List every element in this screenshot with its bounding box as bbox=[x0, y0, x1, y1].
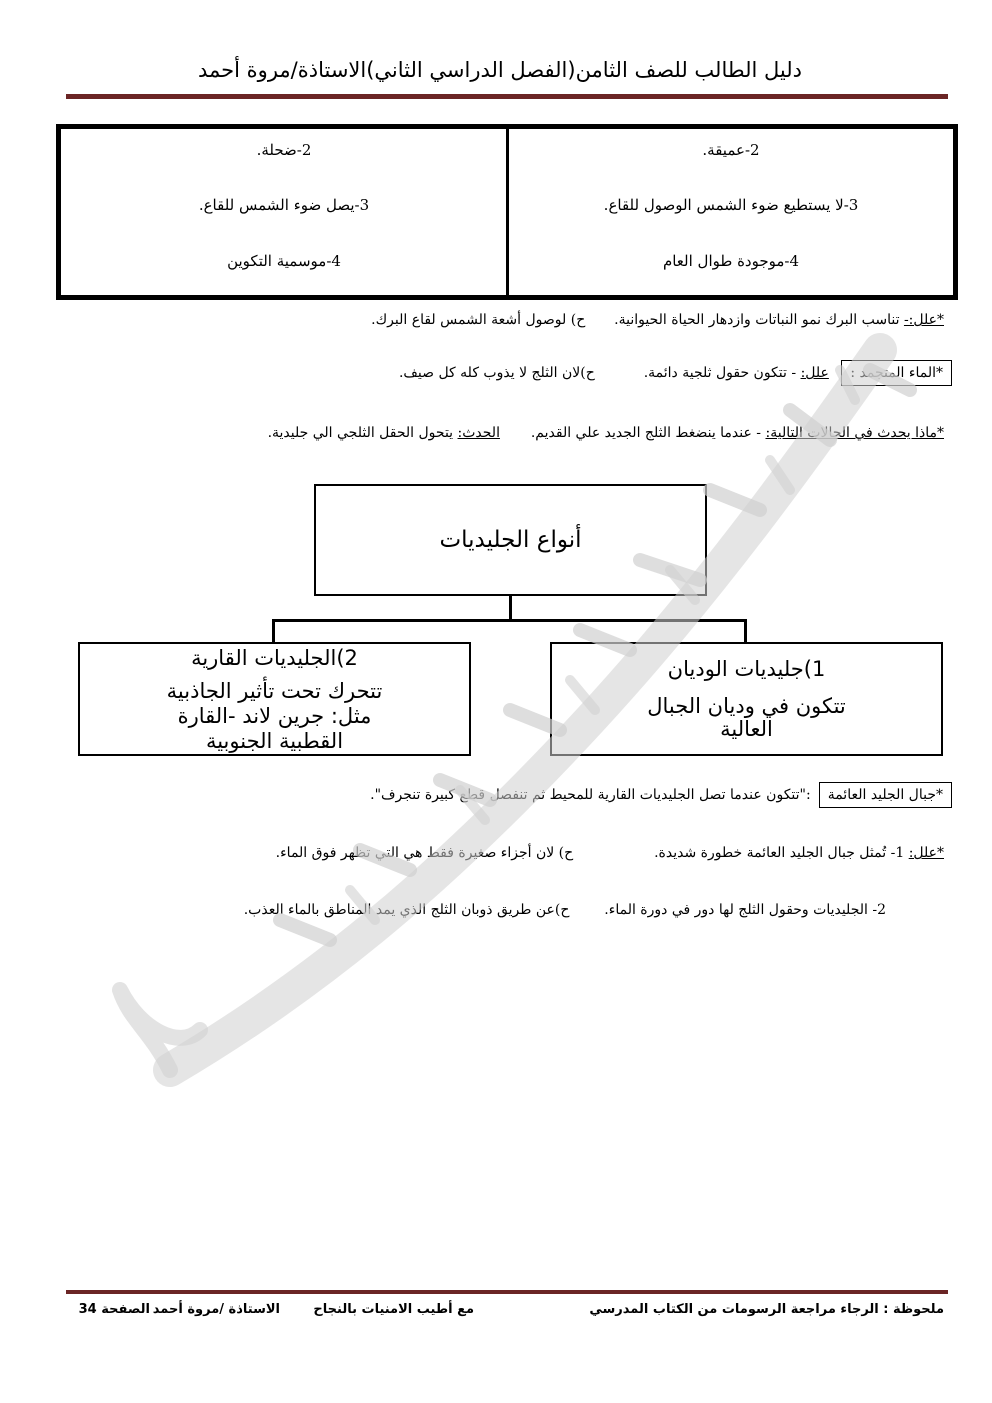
continental-glaciers-heading: 2)الجليديات القارية bbox=[191, 646, 358, 670]
question-icebergs-danger bbox=[276, 845, 944, 861]
continental-glaciers-text: القطبية الجنوبية bbox=[205, 729, 344, 753]
answer-text: ح) لوصول أشعة الشمس لقاع البرك. bbox=[371, 312, 586, 328]
answer-text: ح)عن طريق ذوبان الثلج الذي يمد المناطق بالماء العذب. bbox=[243, 902, 570, 918]
answer-label: الحدث: bbox=[457, 425, 500, 441]
comparison-cell: 2-عميقة. bbox=[702, 141, 760, 159]
question-text: - عندما ينضغط الثلج الجديد علي القديم. bbox=[530, 425, 762, 441]
footer-wish: مع أطيب الامنيات بالنجاح bbox=[313, 1302, 474, 1317]
connector-line bbox=[744, 619, 747, 643]
question-ponds bbox=[371, 312, 944, 328]
comparison-column-shallow bbox=[61, 129, 507, 295]
question-lead: *علل:- bbox=[903, 312, 944, 328]
footer-page-number: الصفحة 34 bbox=[78, 1302, 150, 1317]
comparison-cell: 3-يصل ضوء الشمس للقاع. bbox=[198, 196, 370, 214]
connector-line bbox=[509, 596, 512, 620]
question-text: 1- تُمثل جبال الجليد العائمة خطورة شديدة. bbox=[654, 845, 905, 861]
question-lead: *علل: bbox=[908, 845, 944, 861]
term-tag: *جبال الجليد العائمة bbox=[819, 782, 952, 808]
question-water-cycle bbox=[244, 902, 886, 918]
comparison-cell: 3-لا يستطيع ضوء الشمس الوصول للقاع. bbox=[603, 196, 859, 214]
answer-text: ح) لان أجزاء صغيرة فقط هي التي تظهر فوق الماء. bbox=[275, 845, 574, 861]
footer-note: ملحوظة : الرجاء مراجعة الرسومات من الكتاب المدرسي bbox=[589, 1302, 944, 1317]
question-frozen-water bbox=[399, 360, 952, 386]
question-text: 2- الجليديات وحقول الثلج لها دور في دورة الماء. bbox=[604, 902, 886, 918]
question-what-happens bbox=[268, 425, 944, 441]
question-lead: علل: bbox=[800, 365, 829, 381]
continental-glaciers-box bbox=[78, 642, 471, 756]
connector-line bbox=[272, 619, 747, 622]
glacier-types-title: أنواع الجليديات bbox=[439, 527, 582, 553]
comparison-cell: 4-موجودة طوال العام bbox=[662, 252, 800, 270]
glacier-types-title-box bbox=[314, 484, 707, 596]
definition-icebergs bbox=[370, 782, 952, 808]
continental-glaciers-text: تتحرك تحت تأثير الجاذبية bbox=[166, 679, 383, 703]
footer-rule bbox=[66, 1290, 948, 1294]
question-text: - تتكون حقول ثلجية دائمة. bbox=[643, 365, 797, 381]
valley-glaciers-text: تتكون في وديان الجبال bbox=[647, 694, 846, 718]
term-tag: *الماء المتجمد : bbox=[841, 360, 952, 386]
footer-teacher: الاستاذة /مروة أحمد bbox=[152, 1302, 280, 1317]
header-rule bbox=[66, 94, 948, 99]
valley-glaciers-heading: 1)جليديات الوديان bbox=[667, 657, 826, 681]
answer-text: ح)لان الثلج لا يذوب كله كل صيف. bbox=[398, 365, 595, 381]
definition-text: :"تتكون عندما تصل الجليديات القارية للمحيط ثم تنفصل قطع كبيرة تنجرف". bbox=[370, 787, 811, 803]
page-header-title: دليل الطالب للصف الثامن(الفصل الدراسي الثاني)الاستاذة/مروة أحمد bbox=[198, 58, 802, 82]
comparison-cell: 4-موسمية التكوين bbox=[227, 252, 341, 270]
question-text: تناسب البرك نمو النباتات وازدهار الحياة الحيوانية. bbox=[614, 312, 900, 328]
connector-line bbox=[272, 619, 275, 643]
comparison-cell: 2-ضحلة. bbox=[256, 141, 312, 159]
answer-text: يتحول الحقل الثلجي الي جليدية. bbox=[267, 425, 454, 441]
valley-glaciers-text: العالية bbox=[720, 717, 773, 741]
question-lead: *ماذا يحدث في الحالات التالية: bbox=[765, 425, 944, 441]
continental-glaciers-text: مثل: جرين لاند -القارة bbox=[177, 704, 372, 728]
comparison-table bbox=[56, 124, 958, 300]
comparison-column-deep bbox=[506, 129, 953, 295]
valley-glaciers-box bbox=[550, 642, 943, 756]
